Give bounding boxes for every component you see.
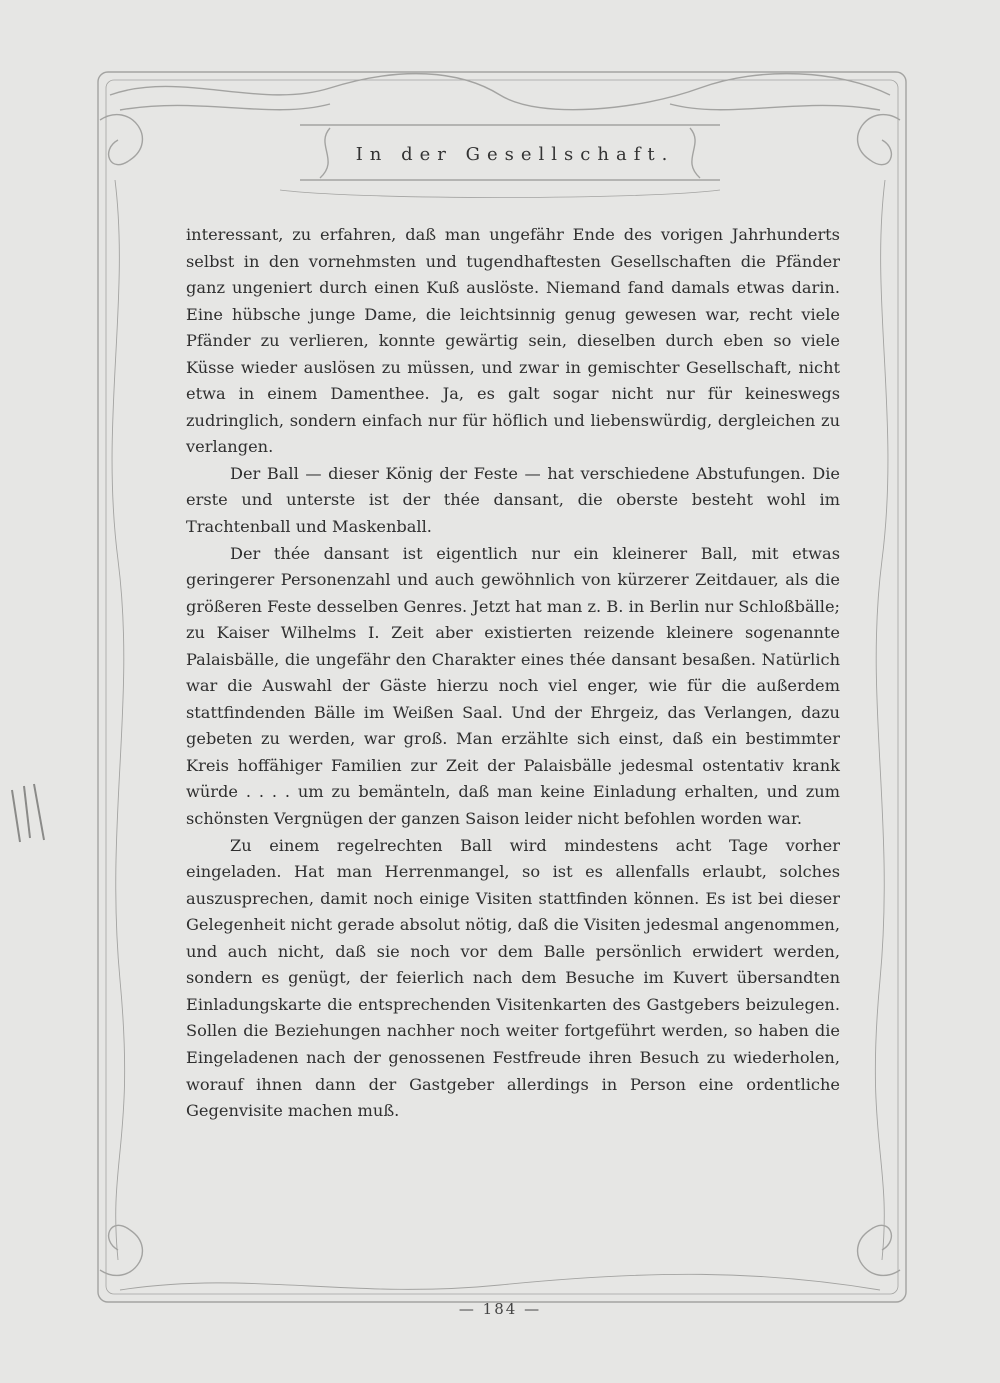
body-text <box>186 222 840 1125</box>
page-number: — 184 — <box>458 1300 542 1318</box>
running-header: In der Gesellschaft. <box>355 144 675 165</box>
paragraph-3: Der thée dansant ist eigentlich nur ein kleinerer Ball, mit etwas geringerer Personenzahl und auch gewöhnlich von kürzerer Zeitdauer, als die größeren Feste desselben Genres. Jetzt hat man z. B. in Berlin nur Schloßbälle; zu Kaiser Wilhelms I. Zeit aber existierten reizende kleinere sogenannte Palaisbälle, die ungefähr den Charakter eines thée dansant besaßen. Natürlich war die Auswahl der Gäste hierzu noch viel enger, wie für die außerdem stattfindenden Bälle im Weißen Saal. Und der Ehrgeiz, das Verlangen, dazu gebeten zu werden, war groß. Man erzählte sich einst, daß ein bestimmter Kreis hoffähiger Familien zur Zeit der Palaisbälle jedesmal ostentativ krank würde . . . . um zu bemänteln, daß man keine Einladung erhalten, und zum schönsten Vergnügen der ganzen Saison leider nicht befohlen worden war. <box>186 543 840 829</box>
paragraph-2: Der Ball — dieser König der Feste — hat verschiedene Abstufungen. Die erste und unterste ist der thée dansant, die oberste besteht wohl im Trachtenball und Maskenball. <box>186 463 840 537</box>
pencil-margin-mark-icon <box>4 780 64 850</box>
paragraph-1: interessant, zu erfahren, daß man ungefähr Ende des vorigen Jahrhunderts selbst in den vornehmsten und tugendhaftesten Gesellschaften die Pfänder ganz ungeniert durch einen Kuß auslöste. Niemand fand damals etwas darin. Eine hübsche junge Dame, die leichtsinnig genug gewesen war, recht viele Pfänder zu verlieren, konnte gewärtig sein, dieselben durch eben so viele Küsse wieder auslösen zu müssen, und zwar in gemischter Gesellschaft, nicht etwa in einem Damenthee. Ja, es galt sogar nicht nur für keineswegs zudringlich, sondern einfach nur für höflich und liebenswürdig, dergleichen zu verlangen. <box>186 225 840 457</box>
paragraph-4: Zu einem regelrechten Ball wird mindestens acht Tage vorher eingeladen. Hat man Herrenmangel, so ist es allenfalls erlaubt, solches auszusprechen, damit noch einige Visiten stattfinden können. Es ist bei dieser Gelegenheit nicht gerade absolut nötig, daß die Visiten jedesmal angenommen, und auch nicht, daß sie noch vor dem Balle persönlich erwidert werden, sondern es genügt, der feierlich nach dem Besuche im Kuvert übersandten Einladungskarte die entsprechenden Visitenkarten des Gastgebers beizulegen. Sollen die Beziehungen nachher noch weiter fortgeführt werden, so haben die Eingeladenen nach der genossenen Festfreude ihren Besuch zu wiederholen, worauf ihnen dann der Gastgeber allerdings in Person eine ordentliche Gegenvisite machen muß. <box>186 835 840 1121</box>
